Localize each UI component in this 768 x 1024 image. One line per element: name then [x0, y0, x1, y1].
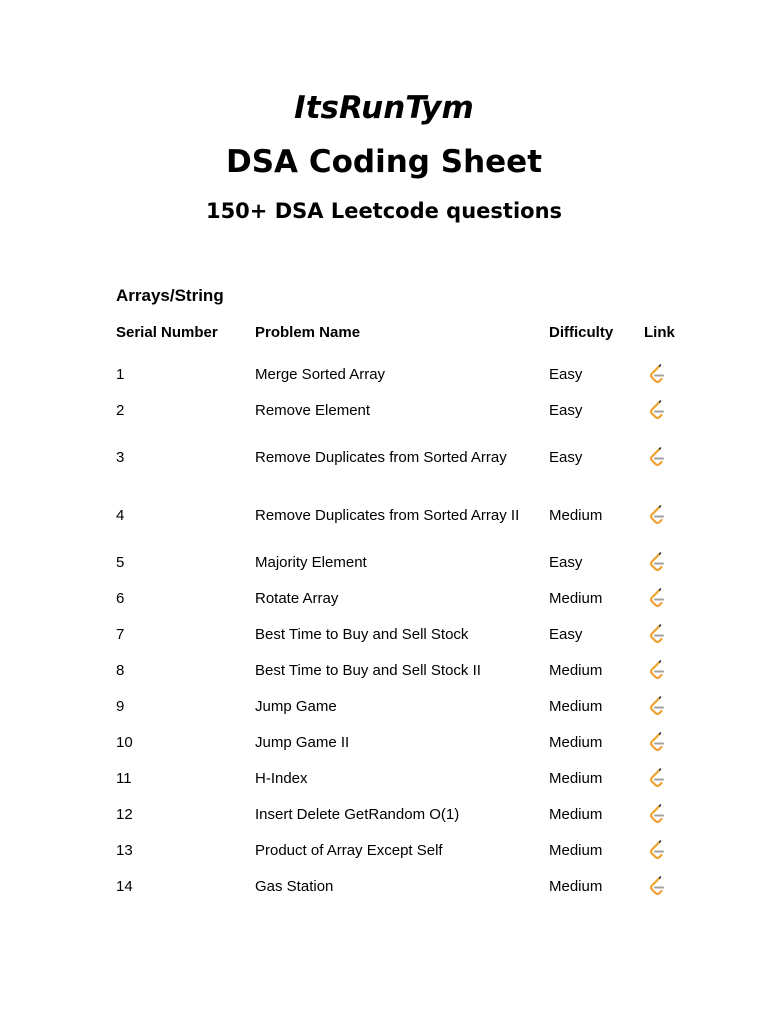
leetcode-icon[interactable]	[645, 695, 669, 719]
problem-link[interactable]	[637, 551, 677, 575]
leetcode-icon[interactable]	[645, 731, 669, 755]
serial-number: 4	[116, 507, 125, 524]
leetcode-icon[interactable]	[645, 363, 669, 387]
difficulty: Medium	[549, 507, 603, 524]
difficulty: Easy	[549, 449, 583, 466]
serial-number: 2	[116, 402, 125, 419]
problem-link[interactable]	[637, 875, 677, 899]
leetcode-icon[interactable]	[645, 767, 669, 791]
serial-number: 8	[116, 662, 125, 679]
problem-name-cell	[255, 876, 549, 898]
problem-name-cell	[255, 840, 549, 862]
problem-link[interactable]	[637, 504, 677, 528]
table-body	[116, 357, 696, 905]
difficulty: Easy	[549, 366, 583, 383]
table-row	[116, 869, 696, 905]
serial-number: 11	[116, 770, 132, 787]
serial-number: 9	[116, 698, 125, 715]
table-row	[116, 689, 696, 725]
leetcode-icon[interactable]	[645, 803, 669, 827]
table-row	[116, 581, 696, 617]
leetcode-icon[interactable]	[645, 551, 669, 575]
problem-name: H-Index	[255, 770, 308, 787]
difficulty: Medium	[549, 842, 603, 859]
serial-number: 13	[116, 842, 133, 859]
table-row	[116, 357, 696, 393]
problem-link[interactable]	[637, 731, 677, 755]
problem-name-cell	[255, 364, 549, 386]
problem-name-cell	[255, 400, 549, 422]
difficulty: Easy	[549, 402, 583, 419]
table-row	[116, 653, 696, 689]
problem-name-cell	[255, 447, 549, 469]
difficulty: Medium	[549, 662, 603, 679]
table-row	[116, 725, 696, 761]
table-row	[116, 393, 696, 429]
difficulty: Medium	[549, 770, 603, 787]
problem-link[interactable]	[637, 767, 677, 791]
problem-name: Gas Station	[255, 878, 334, 895]
problem-name-cell	[255, 804, 549, 826]
problem-link[interactable]	[637, 399, 677, 423]
serial-number: 5	[116, 554, 125, 571]
section-title: Arrays/String	[116, 286, 224, 305]
leetcode-icon[interactable]	[645, 399, 669, 423]
problem-name: Best Time to Buy and Sell Stock II	[255, 662, 481, 679]
problem-name: Jump Game II	[255, 734, 350, 751]
problem-name: Rotate Array	[255, 590, 339, 607]
problem-name: Remove Element	[255, 402, 371, 419]
problem-name: Insert Delete GetRandom O(1)	[255, 806, 460, 823]
difficulty: Easy	[549, 554, 583, 571]
problem-name-cell	[255, 768, 549, 790]
leetcode-icon[interactable]	[645, 504, 669, 528]
difficulty: Easy	[549, 626, 583, 643]
serial-number: 10	[116, 734, 133, 751]
leetcode-icon[interactable]	[645, 446, 669, 470]
problem-link[interactable]	[637, 587, 677, 611]
serial-number: 7	[116, 626, 125, 643]
problem-name: Majority Element	[255, 554, 367, 571]
problem-link[interactable]	[637, 623, 677, 647]
column-header-serial-number: Serial Number	[116, 324, 218, 341]
problem-name-cell	[255, 505, 549, 527]
page-title: DSA Coding Sheet	[225, 144, 543, 180]
serial-number: 1	[116, 366, 125, 383]
leetcode-icon[interactable]	[645, 875, 669, 899]
problem-link[interactable]	[637, 803, 677, 827]
table-row	[116, 429, 696, 487]
table-row	[116, 617, 696, 653]
leetcode-icon[interactable]	[645, 839, 669, 863]
table-header-row	[116, 322, 696, 344]
problem-name-cell	[255, 732, 549, 754]
problem-link[interactable]	[637, 839, 677, 863]
problem-name-cell	[255, 624, 549, 646]
serial-number: 12	[116, 806, 133, 823]
problem-name: Best Time to Buy and Sell Stock	[255, 626, 469, 643]
brand-title: ItsRunTym	[294, 90, 474, 126]
serial-number: 14	[116, 878, 133, 895]
problem-link[interactable]	[637, 363, 677, 387]
problems-table	[116, 322, 696, 905]
leetcode-icon[interactable]	[645, 587, 669, 611]
difficulty: Medium	[549, 590, 603, 607]
page-subtitle: 150+ DSA Leetcode questions	[205, 199, 563, 223]
table-row	[116, 487, 696, 545]
column-header-problem-name: Problem Name	[255, 324, 361, 341]
leetcode-icon[interactable]	[645, 623, 669, 647]
problem-name: Remove Duplicates from Sorted Array	[255, 449, 507, 466]
serial-number: 6	[116, 590, 125, 607]
difficulty: Medium	[549, 806, 603, 823]
table-row	[116, 797, 696, 833]
column-header-link: Link	[644, 324, 675, 341]
problem-name-cell	[255, 552, 549, 574]
problem-name: Jump Game	[255, 698, 337, 715]
problem-link[interactable]	[637, 446, 677, 470]
leetcode-icon[interactable]	[645, 659, 669, 683]
problem-link[interactable]	[637, 695, 677, 719]
problem-name: Merge Sorted Array	[255, 366, 386, 383]
column-header-difficulty: Difficulty	[549, 324, 614, 341]
difficulty: Medium	[549, 698, 603, 715]
problem-name-cell	[255, 660, 549, 682]
table-row	[116, 761, 696, 797]
table-row	[116, 833, 696, 869]
problem-link[interactable]	[637, 659, 677, 683]
problem-name: Remove Duplicates from Sorted Array II	[255, 507, 520, 524]
problem-name-cell	[255, 588, 549, 610]
difficulty: Medium	[549, 734, 603, 751]
table-row	[116, 545, 696, 581]
difficulty: Medium	[549, 878, 603, 895]
problem-name-cell	[255, 696, 549, 718]
problem-name: Product of Array Except Self	[255, 842, 443, 859]
serial-number: 3	[116, 449, 125, 466]
